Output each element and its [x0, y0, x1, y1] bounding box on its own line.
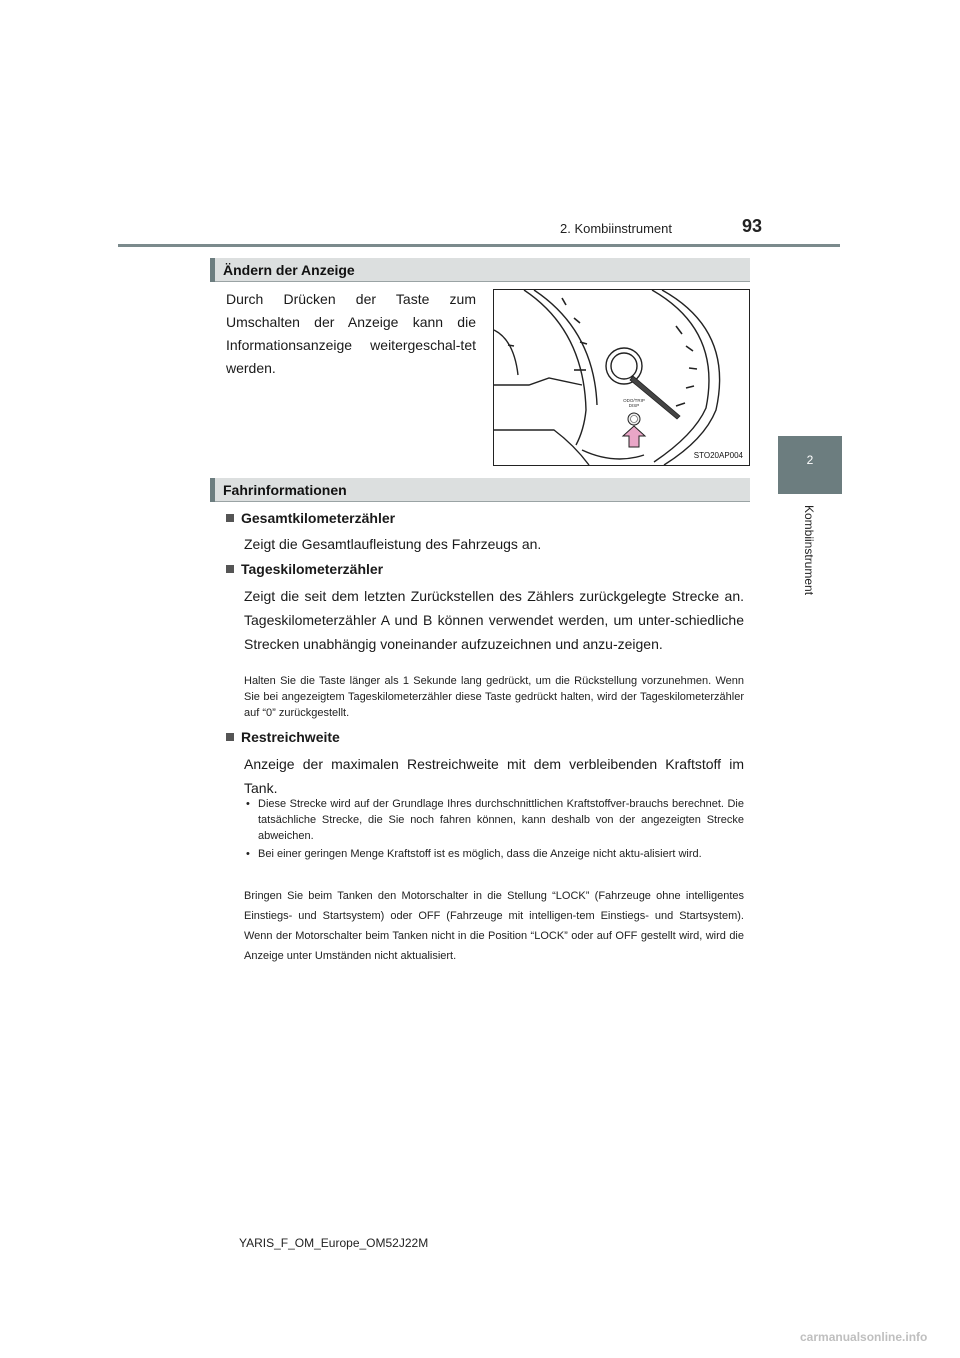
- range-bullet-list: [244, 796, 744, 864]
- disp-label: DISP: [628, 403, 640, 408]
- section-heading-change-display: [210, 258, 750, 282]
- section-heading-text: Ändern der Anzeige: [223, 262, 355, 278]
- item-text-tripmeter: Zeigt die seit dem letzten Zurückstellen des Zählers zurückgelegte Strecke an. Tageskilometerzähler A und B können verwendet werden, um unter-schiedliche Strecken unabhängig voneinander aufzuzeichnen und anzu-zeigen.: [244, 588, 744, 652]
- square-bullet-icon: [226, 733, 234, 741]
- section-heading-driving-info: [210, 478, 750, 502]
- square-bullet-icon: [226, 514, 234, 522]
- figure-code: STO20AP004: [693, 451, 743, 460]
- item-text-odometer: Zeigt die Gesamtlaufleistung des Fahrzeugs an.: [244, 536, 542, 552]
- chapter-tab-number: 2: [806, 453, 814, 467]
- page-number: 93: [742, 216, 763, 236]
- chapter-title: 2. Kombiinstrument: [560, 221, 672, 236]
- item-heading-tripmeter: [226, 561, 383, 577]
- odo-trip-label: ODO/TRIP: [623, 398, 645, 403]
- intro-paragraph: Durch Drücken der Taste zum Umschalten der Anzeige kann die Informationsanzeige weitergeschal-tet werden.: [226, 291, 476, 376]
- item-note-tripmeter: Halten Sie die Taste länger als 1 Sekunde lang gedrückt, um die Rückstellung vorzunehmen. Wenn Sie bei angezeigtem Tageskilometerzähler diese Taste gedrückt halten, wird der Tageskilometerzähler auf “0” zurückgestellt.: [244, 675, 744, 719]
- instrument-cluster-illustration: [493, 289, 750, 466]
- bullet-text: Diese Strecke wird auf der Grundlage Ihres durchschnittlichen Kraftstoffver-brauchs berechnet. Die tatsächliche Strecke, die Sie noch fahren können, kann deshalb von der angezeigten Strecke abweichen.: [258, 798, 744, 842]
- refuel-note: Bringen Sie beim Tanken den Motorschalter in die Stellung “LOCK” (Fahrzeuge ohne intelligentes Einstiegs- und Startsystem) oder OFF (Fahrzeuge mit intelligen-tem Einstiegs- und Startsystem). Wenn der Motorschalter beim Tanken nicht in die Position “LOCK” oder auf OFF gestellt wird, wird die Anzeige unter Umständen nicht aktualisiert.: [244, 890, 744, 962]
- section-heading-text: Fahrinformationen: [223, 482, 347, 498]
- chapter-tab-label: Kombiinstrument: [802, 505, 816, 596]
- list-item: • Diese Strecke wird auf der Grundlage Ihres durchschnittlichen Kraftstoffver-brauchs berechnet. Die tatsächliche Strecke, die Sie noch fahren können, kann deshalb von der angezeigten Strecke abweichen.: [246, 798, 744, 842]
- odo-trip-button-label: [619, 398, 649, 408]
- header-divider: [118, 244, 840, 247]
- item-heading-odometer: [226, 510, 395, 526]
- item-heading-text: Restreichweite: [241, 729, 340, 745]
- square-bullet-icon: [226, 565, 234, 573]
- bullet-text: Bei einer geringen Menge Kraftstoff ist es möglich, dass die Anzeige nicht aktu-alisiert wird.: [258, 848, 702, 860]
- section-heading-marker: [210, 258, 215, 282]
- item-heading-text: Tageskilometerzähler: [241, 561, 384, 577]
- item-heading-text: Gesamtkilometerzähler: [241, 510, 396, 526]
- cluster-drawing: [494, 290, 750, 466]
- list-item: • Bei einer geringen Menge Kraftstoff ist es möglich, dass die Anzeige nicht aktu-alisiert wird.: [246, 848, 702, 860]
- watermark: carmanualsonline.info: [800, 1330, 928, 1344]
- item-text-range: Anzeige der maximalen Restreichweite mit dem verbleibenden Kraftstoff im Tank.: [244, 756, 744, 796]
- item-heading-range: [226, 729, 340, 745]
- document-code: YARIS_F_OM_Europe_OM52J22M: [239, 1236, 429, 1250]
- section-heading-marker: [210, 478, 215, 502]
